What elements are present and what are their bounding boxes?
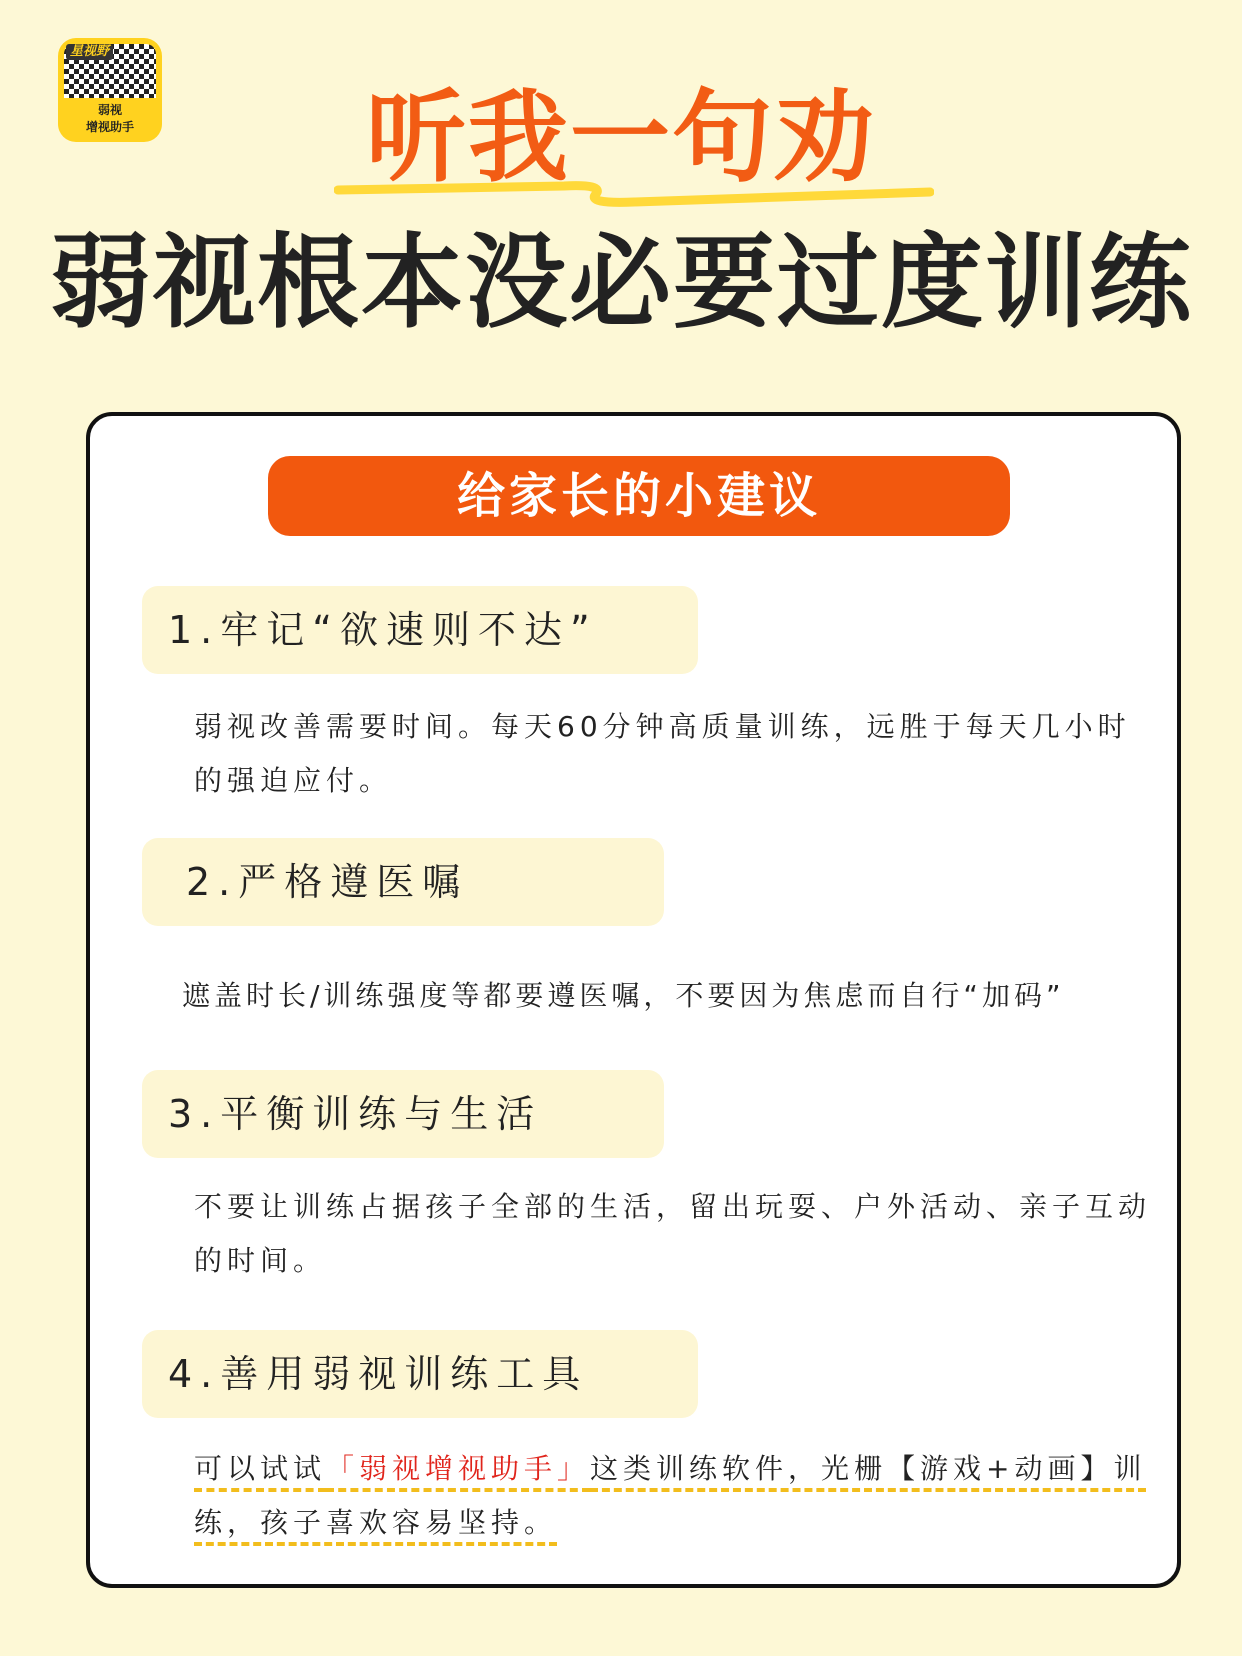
tip-body-4-prefix: 可以试试 xyxy=(194,1452,327,1485)
tip-heading-4: 4.善用弱视训练工具 xyxy=(142,1330,698,1418)
tip-heading-3: 3.平衡训练与生活 xyxy=(142,1070,664,1158)
headline: 听我一句劝 xyxy=(366,79,876,196)
product-name-link[interactable]: 「弱视增视助手」 xyxy=(326,1452,591,1485)
tip-heading-2: 2.严格遵医嘱 xyxy=(142,838,664,926)
logo-line2: 增视助手 xyxy=(85,120,134,134)
headline-underline xyxy=(334,180,934,210)
tip-body-3: 不要让训练占据孩子全部的生活，留出玩耍、户外活动、亲子互动的时间。 xyxy=(194,1190,1152,1277)
tips-banner: 给家长的小建议 xyxy=(268,456,1010,536)
logo-brand: 星视野 xyxy=(66,44,113,60)
tips-card xyxy=(86,412,1181,1588)
tip-heading-1: 1.牢记“欲速则不达” xyxy=(142,586,698,674)
tip-body-2: 遮盖时长/训练强度等都要遵医嘱，不要因为焦虑而自行“加码” xyxy=(182,979,1065,1012)
main-title: 弱视根本没必要过度训练 xyxy=(49,224,1193,343)
tip-body-1: 弱视改善需要时间。每天60分钟高质量训练，远胜于每天几小时的强迫应付。 xyxy=(194,710,1131,797)
tip-body-4 xyxy=(194,1442,1154,1550)
logo-line1: 弱视 xyxy=(97,103,122,117)
tip-body-4-suffix: 这类训练软件，光栅【游戏+动画】训练，孩子喜欢容易坚持。 xyxy=(194,1452,1147,1539)
